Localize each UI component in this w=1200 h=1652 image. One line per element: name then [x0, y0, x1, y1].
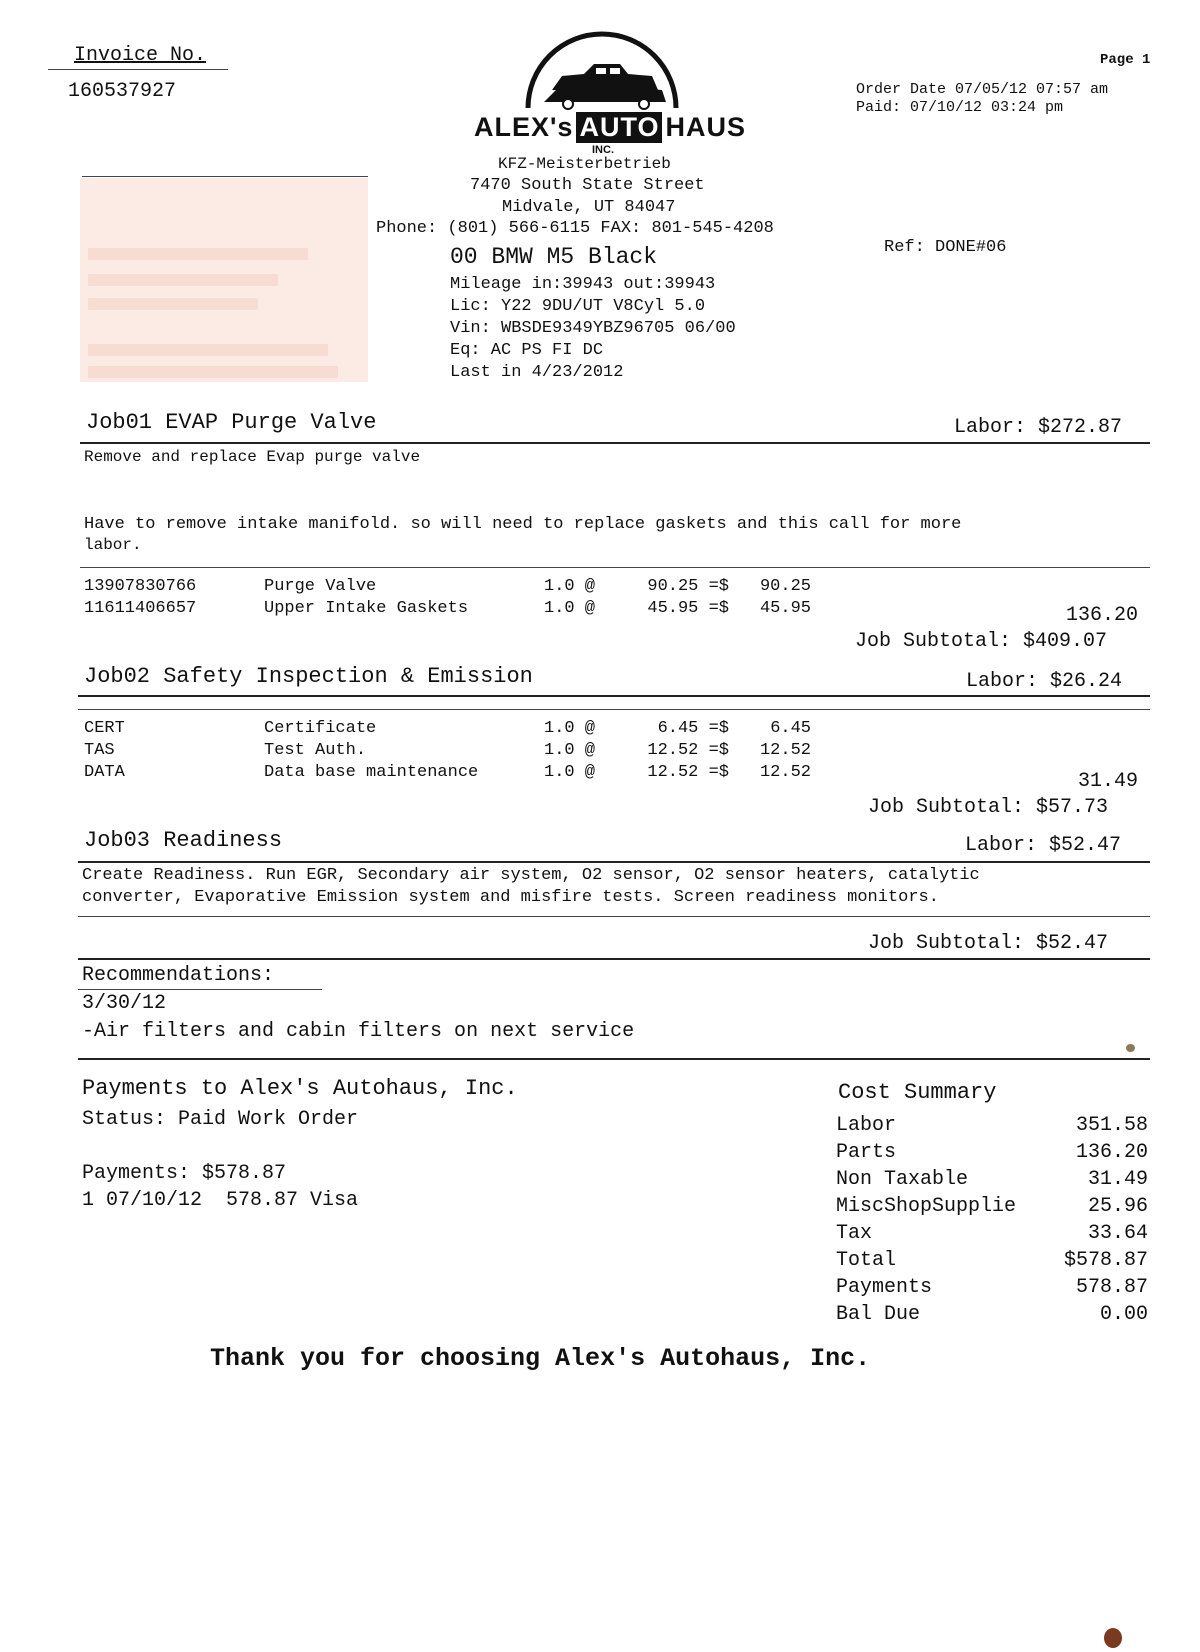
part-price: 6.45 =$ — [657, 719, 729, 738]
shop-city: Midvale, UT 84047 — [502, 198, 676, 217]
logo-inc: INC. — [592, 144, 614, 156]
payment-entry: 1 07/10/12 578.87 Visa — [82, 1189, 359, 1212]
table-row — [84, 577, 811, 596]
part-number: CERT — [84, 719, 125, 738]
reference: Ref: DONE#06 — [884, 238, 1007, 257]
summary-label: Payments — [836, 1276, 933, 1299]
scan-speck — [1104, 1628, 1122, 1648]
payments-title: Payments to Alex's Autohaus, Inc. — [82, 1076, 518, 1101]
summary-row — [836, 1301, 1148, 1328]
job-rule-bottom — [78, 916, 1150, 917]
summary-row — [836, 1193, 1148, 1220]
vehicle-license: Lic: Y22 9DU/UT V8Cyl 5.0 — [450, 297, 706, 316]
parts-total: 31.49 — [1078, 770, 1139, 793]
summary-row — [836, 1247, 1148, 1274]
job-labor: Labor: $26.24 — [966, 670, 1123, 693]
vehicle-last-in: Last in 4/23/2012 — [450, 363, 624, 382]
part-name: Test Auth. — [264, 741, 367, 760]
summary-value: 351.58 — [1075, 1114, 1148, 1137]
part-number: 11611406657 — [84, 599, 197, 618]
summary-row — [836, 1166, 1148, 1193]
summary-label: Bal Due — [836, 1303, 921, 1326]
table-row — [84, 741, 811, 760]
shop-phone: Phone: (801) 566-6115 FAX: 801-545-4208 — [376, 219, 774, 238]
summary-row — [836, 1274, 1148, 1301]
summary-label: Parts — [836, 1141, 897, 1164]
job-subtotal: Job Subtotal: $52.47 — [868, 932, 1109, 955]
part-qty: 1.0 @ — [544, 577, 596, 596]
job-title: Job03 Readiness — [84, 828, 283, 853]
summary-label: Non Taxable — [836, 1168, 969, 1191]
summary-label: MiscShopSupplie — [836, 1195, 1017, 1218]
invoice-label: Invoice No. — [74, 44, 207, 67]
summary-row — [836, 1139, 1148, 1166]
redacted-top-line — [82, 176, 368, 177]
job-note-continued: labor. — [84, 536, 142, 554]
vehicle-title: 00 BMW M5 Black — [450, 244, 658, 270]
job-labor: Labor: $52.47 — [965, 834, 1122, 857]
job-rule — [78, 861, 1150, 863]
summary-row — [836, 1112, 1148, 1139]
job-subtotal: Job Subtotal: $409.07 — [855, 630, 1108, 653]
part-total: 90.25 — [759, 577, 811, 596]
cost-summary-title: Cost Summary — [838, 1080, 997, 1105]
shop-street: 7470 South State Street — [470, 176, 705, 195]
payments-total: Payments: $578.87 — [82, 1162, 287, 1185]
recommendation-text: -Air filters and cabin filters on next service — [82, 1020, 635, 1043]
job-description: Create Readiness. Run EGR, Secondary air system, O2 sensor, O2 sensor heaters, catalytic — [82, 866, 980, 885]
part-total: 6.45 — [770, 719, 811, 738]
part-qty: 1.0 @ — [544, 599, 596, 618]
job-description-continued: converter, Evaporative Emission system and misfire tests. Screen readiness monitors. — [82, 888, 939, 907]
vehicle-equipment: Eq: AC PS FI DC — [450, 341, 604, 360]
part-number: 13907830766 — [84, 577, 197, 596]
job-title: Job01 EVAP Purge Valve — [86, 410, 377, 435]
vehicle-vin: Vin: WBSDE9349YBZ96705 06/00 — [450, 319, 736, 338]
logo-auto: AUTO — [576, 112, 662, 143]
invoice-underline — [48, 69, 228, 70]
parts-total: 136.20 — [1066, 604, 1139, 627]
shop-tagline: KFZ-Meisterbetrieb — [498, 155, 671, 173]
summary-value: 31.49 — [1087, 1168, 1148, 1191]
part-price: 12.52 =$ — [647, 763, 729, 782]
job-labor: Labor: $272.87 — [954, 416, 1123, 439]
part-name: Data base maintenance — [264, 763, 479, 782]
job-subtotal: Job Subtotal: $57.73 — [868, 796, 1109, 819]
summary-value: 0.00 — [1099, 1303, 1148, 1326]
car-logo-icon — [522, 30, 682, 110]
summary-row — [836, 1220, 1148, 1247]
parts-rule — [80, 567, 1150, 568]
logo-alexs: ALEX's — [474, 112, 574, 142]
summary-label: Total — [836, 1249, 897, 1272]
summary-label: Tax — [836, 1222, 873, 1245]
job-rule — [78, 695, 1150, 697]
recommendations-underline — [78, 989, 322, 990]
vehicle-mileage: Mileage in:39943 out:39943 — [450, 275, 716, 294]
thank-you-message: Thank you for choosing Alex's Autohaus, Inc. — [210, 1344, 871, 1373]
invoice-number: 160537927 — [68, 80, 177, 103]
summary-value: 136.20 — [1075, 1141, 1148, 1164]
summary-value: 578.87 — [1075, 1276, 1148, 1299]
part-qty: 1.0 @ — [544, 719, 596, 738]
summary-value: $578.87 — [1063, 1249, 1148, 1272]
logo-haus: HAUS — [665, 112, 746, 142]
section-rule — [78, 1058, 1150, 1060]
page-number: Page 1 — [1100, 52, 1151, 68]
redacted-customer-block — [80, 178, 368, 382]
part-name: Purge Valve — [264, 577, 377, 596]
order-date: Order Date 07/05/12 07:57 am — [856, 81, 1109, 98]
job-title: Job02 Safety Inspection & Emission — [84, 664, 533, 689]
recommendations-label: Recommendations: — [82, 964, 275, 987]
cost-summary-table — [836, 1112, 1148, 1328]
part-total: 45.95 — [759, 599, 811, 618]
section-rule — [78, 958, 1150, 960]
part-price: 45.95 =$ — [647, 599, 729, 618]
table-row — [84, 763, 811, 782]
part-name: Certificate — [264, 719, 377, 738]
part-number: DATA — [84, 763, 125, 782]
recommendation-date: 3/30/12 — [82, 992, 167, 1015]
table-row — [84, 599, 811, 618]
part-price: 90.25 =$ — [647, 577, 729, 596]
part-number: TAS — [84, 741, 115, 760]
part-price: 12.52 =$ — [647, 741, 729, 760]
part-qty: 1.0 @ — [544, 741, 596, 760]
part-name: Upper Intake Gaskets — [264, 599, 469, 618]
job-note: Have to remove intake manifold. so will need to replace gaskets and this call for more — [84, 515, 962, 534]
part-qty: 1.0 @ — [544, 763, 596, 782]
parts-rule — [78, 709, 1150, 710]
payment-status: Status: Paid Work Order — [82, 1108, 359, 1131]
table-row — [84, 719, 811, 738]
part-total: 12.52 — [759, 763, 811, 782]
summary-value: 25.96 — [1087, 1195, 1148, 1218]
logo-text — [474, 112, 746, 143]
job-rule — [80, 442, 1150, 444]
summary-value: 33.64 — [1087, 1222, 1148, 1245]
part-total: 12.52 — [759, 741, 811, 760]
job-description: Remove and replace Evap purge valve — [84, 448, 421, 466]
scan-speck — [1126, 1044, 1135, 1052]
paid-date: Paid: 07/10/12 03:24 pm — [856, 99, 1064, 116]
summary-label: Labor — [836, 1114, 897, 1137]
